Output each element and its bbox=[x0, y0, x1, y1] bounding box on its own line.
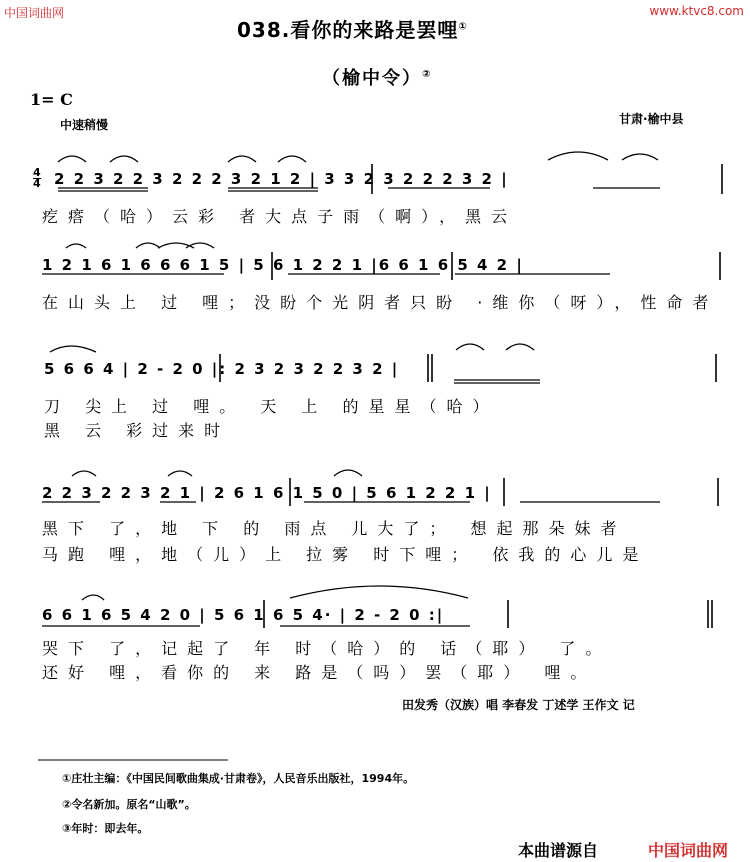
slur bbox=[66, 244, 86, 248]
notation-row-3: 5 6 6 4 | 2 - 2 0 |: 2 3 2 3 2 2 3 2 | bbox=[44, 360, 400, 378]
time-sig-bottom: 4 bbox=[33, 177, 41, 190]
slur bbox=[82, 595, 104, 600]
slur bbox=[456, 344, 484, 350]
slur bbox=[506, 344, 534, 350]
lyric-row-4b: 马跑 哩，地（儿）上 拉雾 时下哩； 依我的心儿是 bbox=[42, 545, 649, 564]
lyric-row-5a: 哭下 了，记起了 年 时（哈）的 话（耶） 了。 bbox=[42, 639, 612, 658]
slur bbox=[228, 156, 256, 162]
lyric-row-3a: 刀 尖上 过 哩。 天 上 的星星（哈） bbox=[44, 397, 499, 416]
title-note-marker: ① bbox=[458, 21, 468, 33]
lyric-row-3b: 黑 云 彩过来时 bbox=[44, 421, 231, 440]
lyric-row-5b: 还好 哩，看你的 来 路是（吗）罢（耶） 哩。 bbox=[42, 663, 597, 682]
watermark-left: 中国词曲网 bbox=[4, 6, 65, 20]
footnote-2: ②令名新加。原名“山歌”。 bbox=[62, 798, 196, 811]
region-label: 甘肃·榆中县 bbox=[619, 112, 684, 126]
notation-row-5: 6 6 1 6 5 4 2 0 | 5 6 1 6 5 4· | 2 - 2 0 :| bbox=[42, 606, 445, 624]
song-title-text: 038.看你的来路是罢哩 bbox=[237, 18, 459, 42]
slur bbox=[548, 152, 608, 160]
slur bbox=[110, 156, 138, 162]
song-subtitle-text: （榆中令） bbox=[322, 68, 422, 89]
lyric-row-1: 疙瘩（哈）云彩 者大点子雨（啊），黑云 bbox=[42, 207, 518, 226]
notation-row-1: 2 2 3 2 2 3 2 2 2 3 2 1 2 | 3 3 2 3 2 2 2 3 2 | bbox=[54, 170, 509, 188]
lyric-row-4a: 黑下 了，地 下 的 雨点 儿大了； 想起那朵妹者 bbox=[42, 519, 627, 538]
slur bbox=[50, 346, 96, 352]
slur bbox=[186, 243, 214, 248]
footnote-3: ③年时：即去年。 bbox=[62, 822, 149, 835]
slur bbox=[278, 156, 306, 162]
footer-site-name: 中国词曲网 bbox=[648, 841, 729, 860]
slur bbox=[58, 156, 86, 162]
key-signature: 1= C bbox=[30, 90, 73, 109]
credits: 田发秀（汉族）唱 李春发 丁述学 王作文 记 bbox=[402, 698, 635, 712]
slur bbox=[334, 470, 362, 476]
footer-source-label: 本曲谱源自 bbox=[518, 841, 599, 860]
slur bbox=[290, 586, 468, 598]
time-sig-top: 4 bbox=[33, 166, 41, 179]
slur bbox=[72, 471, 96, 476]
subtitle-note-marker: ② bbox=[422, 69, 433, 80]
notation-row-4: 2 2 3 2 2 3 2 1 | 2 6 1 6 1 5 0 | 5 6 1 2 2 1 | bbox=[42, 484, 492, 502]
notation-row-2: 1 2 1 6 1 6 6 6 1 5 | 5 6 1 2 2 1 |6 6 1 6 5 4 2 | bbox=[42, 256, 524, 274]
footnote-1: ①庄壮主编：《中国民间歌曲集成·甘肃卷》，人民音乐出版社，1994年。 bbox=[62, 772, 415, 785]
lyric-row-2: 在山头上 过 哩；没盼个光阴者只盼 ·维你（呀），性命者 bbox=[42, 293, 719, 312]
tempo-marking: 中速稍慢 bbox=[60, 118, 109, 132]
watermark-right: www.ktvc8.com bbox=[649, 4, 744, 18]
slur bbox=[136, 243, 160, 248]
slur bbox=[168, 471, 192, 476]
slur bbox=[158, 243, 194, 248]
slur bbox=[622, 154, 658, 160]
